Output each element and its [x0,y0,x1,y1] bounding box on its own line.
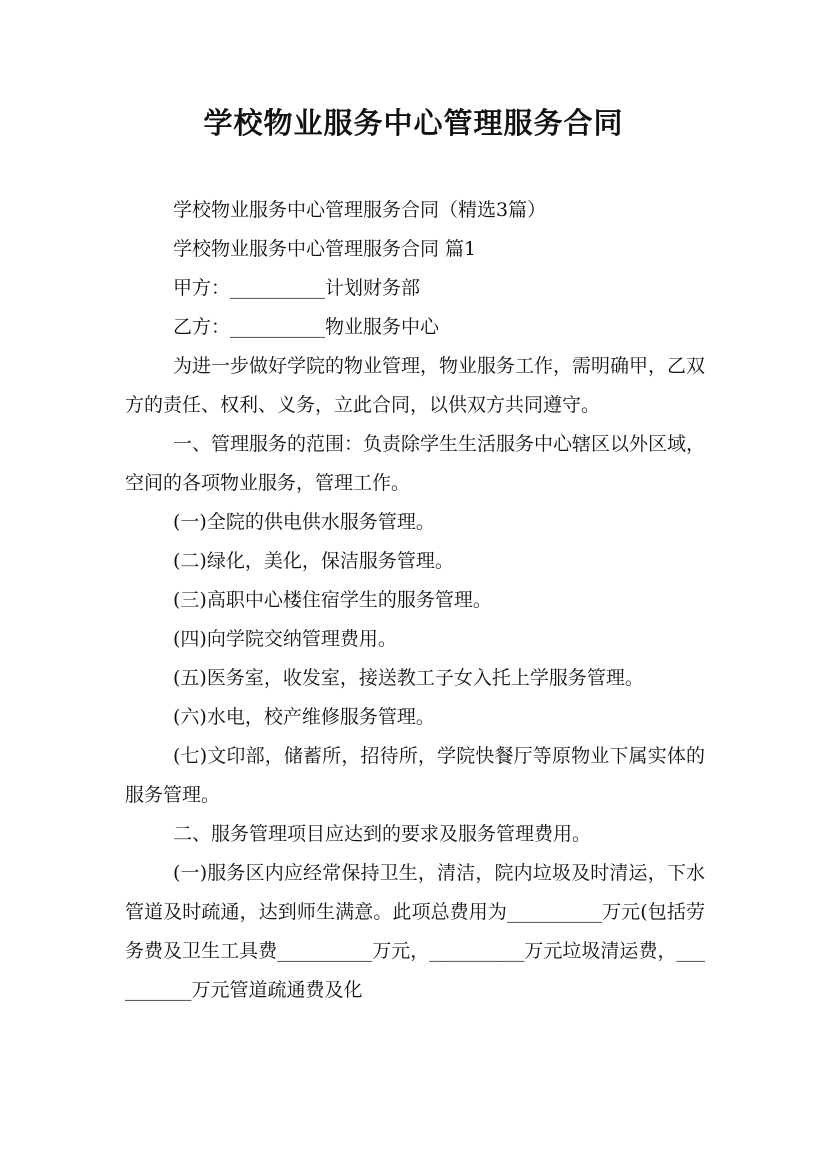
paragraph-requirements-heading: 二、服务管理项目应达到的要求及服务管理费用。 [173,823,592,845]
paragraph-item-5: (五)医务室，收发室，接送教工子女入托上学服务管理。 [173,667,644,689]
paragraph-party-a: 甲方：__________计划财务部 [173,277,421,299]
paragraph-item-3: (三)高职中心楼住宿学生的服务管理。 [173,589,492,611]
document-body [125,191,705,1010]
paragraph-item-6: (六)水电，校产维修服务管理。 [173,706,435,728]
paragraph-subtitle: 学校物业服务中心管理服务合同（精选3篇） [173,199,547,221]
paragraph-preamble: 为进一步做好学院的物业管理，物业服务工作，需明确甲，乙双方的责任、权利、义务，立此合同，以供双方共同遵守。 [125,355,706,416]
paragraph-requirement-1: (一)服务区内应经常保持卫生，清洁，院内垃圾及时清运，下水管道及时疏通，达到师生满意。此项总费用为__________万元(包括劳务费及卫生工具费__________万元，__________万元垃圾清运费，__________万元管道疏通费及化 [125,862,705,1001]
paragraph-item-1: (一)全院的供电供水服务管理。 [173,511,435,533]
paragraph-item-7: (七)文印部，储蓄所，招待所，学院快餐厅等原物业下属实体的服务管理。 [125,745,705,806]
paragraph-section-heading: 学校物业服务中心管理服务合同 篇1 [173,238,477,260]
paragraph-item-2: (二)绿化，美化，保洁服务管理。 [173,550,454,572]
paragraph-item-4: (四)向学院交纳管理费用。 [173,628,397,650]
document-title: 学校物业服务中心管理服务合同 [203,106,624,140]
paragraph-party-b: 乙方：__________物业服务中心 [173,316,440,338]
paragraph-scope: 一、管理服务的范围：负责除学生生活服务中心辖区以外区域，空间的各项物业服务，管理工作。 [125,433,706,494]
